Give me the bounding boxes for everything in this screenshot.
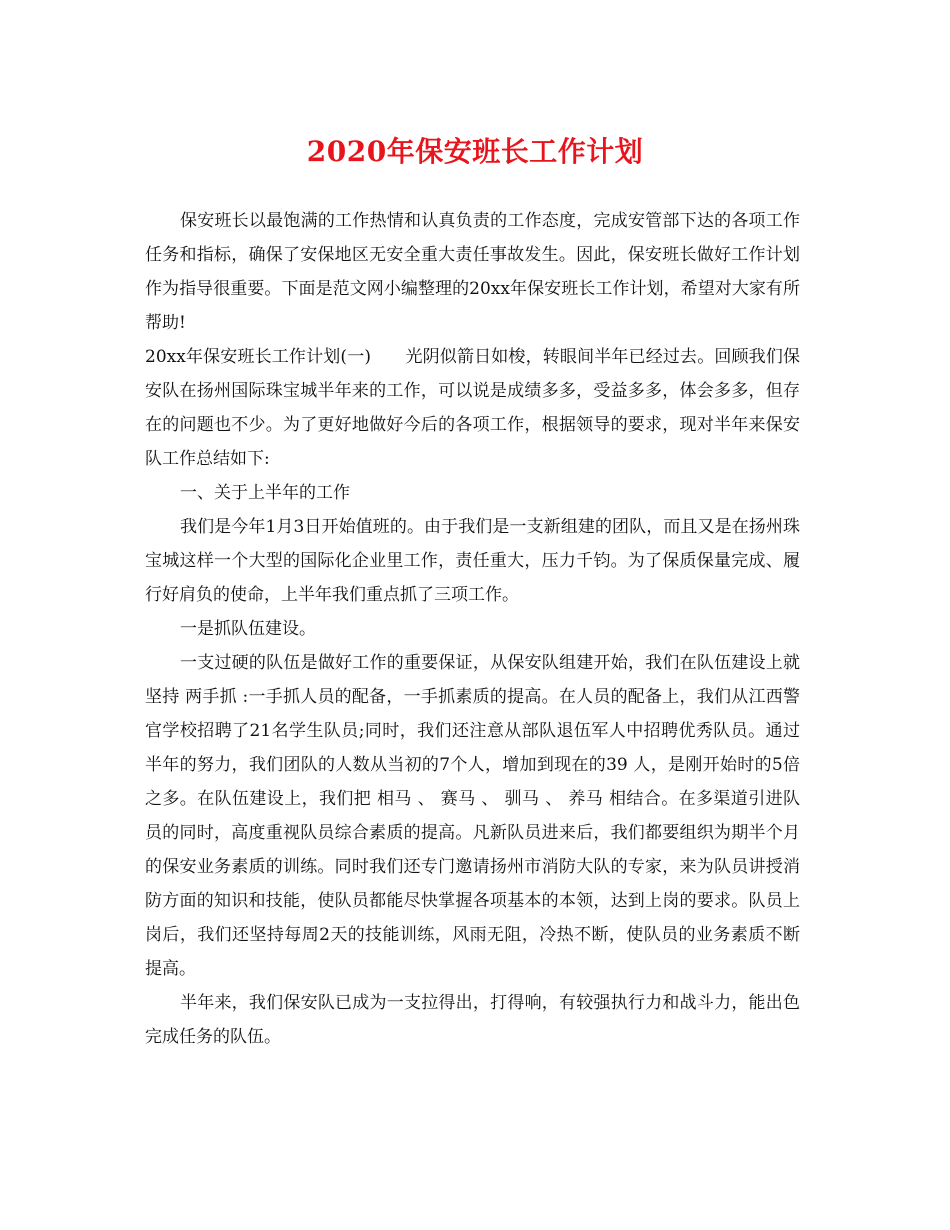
document-body bbox=[145, 204, 800, 1054]
paragraph: 一、关于上半年的工作 bbox=[180, 483, 350, 503]
paragraph: 一支过硬的队伍是做好工作的重要保证，从保安队组建开始，我们在队伍建设上就坚持 两手抓 :一手抓人员的配备，一手抓素质的提高。在人员的配备上，我们从江西警官学校招聘了21名学生队员;同时，我们还注意从部队退伍军人中招聘优秀队员。通过半年的努力，我们团队的人数从当初的7个人，增加到现在的39 人，是刚开始时的5倍之多。在队伍建设上，我们把 相马 、 赛马 、 驯马 、 养马 相结合。在多渠道引进队员的同时，高度重视队员综合素质的提高。凡新队员进来后，我们都要组织为期半个月的保安业务素质的训练。同时我们还专门邀请扬州市消防大队的专家，来为队员讲授消防方面的知识和技能，使队员都能尽快掌握各项基本的本领，达到上岗的要求。队员上岗后，我们还坚持每周2天的技能训练，风雨无阻，冷热不断，使队员的业务素质不断提高。 bbox=[145, 653, 800, 979]
document-title: 2020年保安班长工作计划 bbox=[306, 135, 644, 168]
paragraph: 保安班长以最饱满的工作热情和认真负责的工作态度，完成安管部下达的各项工作任务和指标，确保了安保地区无安全重大责任事故发生。因此，保安班长做好工作计划作为指导很重要。下面是范文网小编整理的20xx年保安班长工作计划，希望对大家有所帮助! bbox=[145, 211, 800, 333]
paragraph: 我们是今年1月3日开始值班的。由于我们是一支新组建的团队，而且又是在扬州珠宝城这样一个大型的国际化企业里工作，责任重大，压力千钧。为了保质保量完成、履行好肩负的使命，上半年我们重点抓了三项工作。 bbox=[145, 517, 800, 605]
paragraph: 半年来，我们保安队已成为一支拉得出，打得响，有较强执行力和战斗力，能出色完成任务的队伍。 bbox=[145, 993, 800, 1047]
paragraph: 一是抓队伍建设。 bbox=[180, 619, 316, 639]
paragraph: 20xx年保安班长工作计划(一) 光阴似箭日如梭，转眼间半年已经过去。回顾我们保安队在扬州国际珠宝城半年来的工作，可以说是成绩多多，受益多多，体会多多，但存在的问题也不少。为了更好地做好今后的各项工作，根据领导的要求，现对半年来保安队工作总结如下: bbox=[145, 347, 800, 469]
